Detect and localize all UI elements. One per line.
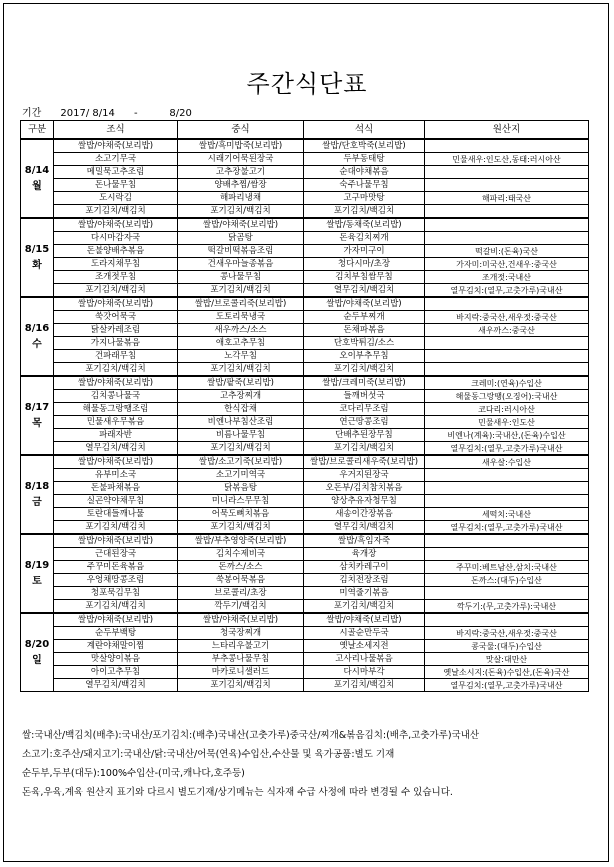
menu-row [21,482,589,495]
origin-cell [425,166,589,179]
period-sep: - [133,108,138,119]
menu-row [21,324,589,337]
dinner-cell: 고사리나물볶음 [304,653,425,666]
breakfast-cell: 포기김치/백김치 [54,205,178,219]
dinner-cell: 단배추된장무침 [304,429,425,442]
origin-cell: 민물새우:인도산 [425,416,589,429]
breakfast-cell: 쌀밥/야채죽(보리밥) [54,534,178,548]
lunch-cell: 깍두기/백김치 [178,600,304,614]
origin-cell: 해파리:태국산 [425,192,589,205]
menu-row [21,653,589,666]
dinner-cell: 포기김치/백김치 [304,205,425,219]
breakfast-cell: 포기김치/백김치 [54,521,178,535]
dinner-cell: 들깨버섯국 [304,390,425,403]
dinner-cell: 순대야채볶음 [304,166,425,179]
lunch-cell: 고추장찌개 [178,390,304,403]
breakfast-cell: 쌀밥/야채죽(보리밥) [54,613,178,627]
lunch-cell: 새우까스/소스 [178,324,304,337]
dinner-cell: 코다리무조림 [304,403,425,416]
menu-row [21,548,589,561]
lunch-cell: 포기김치/백김치 [178,284,304,298]
day-date: 8/15 [24,243,50,255]
dinner-cell: 육개장 [304,548,425,561]
origin-cell: 바지락:중국산,새우젓:중국산 [425,311,589,324]
menu-row [21,139,589,153]
day-date: 8/16 [24,322,50,334]
menu-row [21,521,589,535]
breakfast-cell: 우엉채땅콩조림 [54,574,178,587]
origin-cell [425,218,589,232]
menu-row [21,416,589,429]
dinner-cell: 돈채파볶음 [304,324,425,337]
menu-row [21,153,589,166]
dinner-cell: 숙주나물무침 [304,179,425,192]
menu-row [21,442,589,456]
menu-row [21,455,589,469]
menu-row [21,679,589,692]
origin-cell: 열무김치:(열무,고춧가루)국내산 [425,284,589,298]
lunch-cell: 애호고추무침 [178,337,304,350]
lunch-cell: 브로콜리/초장 [178,587,304,600]
dinner-cell: 가자미구이 [304,245,425,258]
origin-cell: 새우까스:중국산 [425,324,589,337]
lunch-cell: 비름나물무침 [178,429,304,442]
lunch-cell: 콩나물무침 [178,271,304,284]
breakfast-cell: 다시마감자국 [54,232,178,245]
day-date: 8/19 [24,559,50,571]
lunch-cell: 포기김치/백김치 [178,521,304,535]
notes [22,726,602,802]
lunch-cell: 부추콩나물무침 [178,653,304,666]
menu-row [21,666,589,679]
breakfast-cell: 쑥갓어묵국 [54,311,178,324]
lunch-cell: 쌀밥/흑미밥죽(보리밥) [178,139,304,153]
origin-cell: 주꾸미:베트남산,삼치:국내산 [425,561,589,574]
origin-cell [425,482,589,495]
menu-row [21,311,589,324]
lunch-cell: 노각무침 [178,350,304,363]
menu-row [21,350,589,363]
origin-cell [425,469,589,482]
origin-cell: 크레미:(연육)수입산 [425,376,589,390]
day-weekday: 수 [32,338,42,350]
period-start: 2017/ 8/14 [60,108,115,119]
note-line: 소고기:호주산/돼지고기:국내산/닭:국내산/어묵(연육)수입산,수산물 및 육가공품:별도 기재 [22,749,395,760]
lunch-cell: 느타리우불고기 [178,640,304,653]
dinner-cell: 양상추유자청무침 [304,495,425,508]
dinner-cell: 김치부침쌈무침 [304,271,425,284]
day-weekday: 목 [32,417,42,429]
lunch-cell: 미니라스무무침 [178,495,304,508]
menu-row [21,166,589,179]
origin-cell: 비엔나(계육):국내산,(돈육)수입산 [425,429,589,442]
menu-table [20,120,589,692]
breakfast-cell: 쌀밥/야채죽(보리밥) [54,218,178,232]
note-line: 순두부,두부(대두):100%수입산-(미국,캐나다,호주등) [22,768,245,779]
lunch-cell: 포기김치/백김치 [178,363,304,377]
origin-cell [425,205,589,219]
dinner-cell: 오돈부/김치참치볶음 [304,482,425,495]
lunch-cell: 시래기어묵된장국 [178,153,304,166]
menu-row [21,271,589,284]
dinner-cell: 옛날소세지전 [304,640,425,653]
lunch-cell: 도토리묵냉국 [178,311,304,324]
menu-row [21,205,589,219]
origin-cell: 조개젓:국내산 [425,271,589,284]
origin-cell: 열무김치:(열무,고춧가루)국내산 [425,442,589,456]
menu-row [21,495,589,508]
breakfast-cell: 근대된장국 [54,548,178,561]
day-weekday: 일 [32,654,42,666]
lunch-cell: 포기김치/백김치 [178,205,304,219]
breakfast-cell: 포기김치/백김치 [54,284,178,298]
lunch-cell: 소고기미역국 [178,469,304,482]
day-weekday: 화 [32,259,42,271]
dinner-cell: 포기김치/백김치 [304,600,425,614]
dinner-cell: 돈육김치찌개 [304,232,425,245]
breakfast-cell: 실곤약야채무침 [54,495,178,508]
breakfast-cell: 닭살카레조림 [54,324,178,337]
origin-cell [425,548,589,561]
breakfast-cell: 쌀밥/야채죽(보리밥) [54,376,178,390]
header-dinner: 석식 [304,121,425,140]
lunch-cell: 한식잡채 [178,403,304,416]
lunch-cell: 양배추찜/쌈장 [178,179,304,192]
dinner-cell: 쌀밥/야채죽(보리밥) [304,297,425,311]
breakfast-cell: 도라지채무침 [54,258,178,271]
origin-cell [425,495,589,508]
note-line: 쌀:국내산/백김치(배추):국내산/포기김치:(배추)국내산(고춧가루)중국산/찌개&볶음김치:(배추,고춧가루)국내산 [22,730,480,741]
day-date: 8/20 [24,638,50,650]
breakfast-cell: 가지나물볶음 [54,337,178,350]
header-origin: 원산지 [425,121,589,140]
lunch-cell: 떡갈비떡볶음조림 [178,245,304,258]
breakfast-cell: 포기김치/백김치 [54,600,178,614]
origin-cell: 열무김치:(열무,고춧가루)국내산 [425,521,589,535]
breakfast-cell: 순두부백탕 [54,627,178,640]
breakfast-cell: 파래자반 [54,429,178,442]
lunch-cell: 김치수제비국 [178,548,304,561]
breakfast-cell: 열무김치/백김치 [54,679,178,692]
menu-row [21,429,589,442]
origin-cell [425,613,589,627]
origin-cell: 돈까스:(대두)수입산 [425,574,589,587]
period-label: 기간 [22,108,42,119]
origin-cell: 떡갈비:(돈육)국산 [425,245,589,258]
menu-row [21,245,589,258]
day-weekday: 토 [32,575,42,587]
lunch-cell: 어묵도뼈치볶음 [178,508,304,521]
lunch-cell: 쑥봉어묵볶음 [178,574,304,587]
dinner-cell: 우거지된장국 [304,469,425,482]
header-breakfast: 조식 [54,121,178,140]
menu-row [21,390,589,403]
dinner-cell: 고구마맛탕 [304,192,425,205]
lunch-cell: 쌀밥/야채죽(보리밥) [178,613,304,627]
origin-cell: 열무김치:(열무,고춧가루)국내산 [425,679,589,692]
breakfast-cell: 맛살양이볶음 [54,653,178,666]
menu-row [21,337,589,350]
origin-cell: 맛살:대만산 [425,653,589,666]
day-cell [21,376,54,455]
origin-cell [425,337,589,350]
lunch-cell: 마카로니샐러드 [178,666,304,679]
breakfast-cell: 포기김치/백김치 [54,363,178,377]
menu-row [21,587,589,600]
day-cell [21,139,54,218]
menu-row [21,297,589,311]
breakfast-cell: 쌀밥/야채죽(보리밥) [54,297,178,311]
menu-row [21,258,589,271]
lunch-cell: 청국장찌개 [178,627,304,640]
menu-row [21,284,589,298]
header-day: 구분 [21,121,54,140]
day-cell [21,297,54,376]
lunch-cell: 쌀밥/팥죽(보리밥) [178,376,304,390]
breakfast-cell: 쌀밥/야채죽(보리밥) [54,455,178,469]
dinner-cell: 청다시마/초장 [304,258,425,271]
origin-cell: 새우살:수입산 [425,455,589,469]
breakfast-cell: 돈나물무침 [54,179,178,192]
lunch-cell: 건새우마늘종볶음 [178,258,304,271]
day-date: 8/17 [24,401,50,413]
dinner-cell: 포기김치/백김치 [304,679,425,692]
breakfast-cell: 메밀묵고추조림 [54,166,178,179]
lunch-cell: 포기김치/백김치 [178,442,304,456]
lunch-cell: 돈까스/소스 [178,561,304,574]
origin-cell: 해물동그랑땡(오징어):국내산 [425,390,589,403]
menu-row [21,232,589,245]
menu-row [21,218,589,232]
menu-row [21,534,589,548]
dinner-cell: 쌀밥/브로콜리새우죽(보리밥) [304,455,425,469]
menu-row [21,627,589,640]
breakfast-cell: 김치콩나물국 [54,390,178,403]
menu-row [21,403,589,416]
breakfast-cell: 조개젓무침 [54,271,178,284]
menu-row [21,179,589,192]
breakfast-cell: 열무김치/백김치 [54,442,178,456]
dinner-cell: 새송이간장볶음 [304,508,425,521]
dinner-cell: 순두부찌개 [304,311,425,324]
lunch-cell: 닭곰탕 [178,232,304,245]
menu-row [21,363,589,377]
origin-cell: 바지락:중국산,새우젓:중국산 [425,627,589,640]
breakfast-cell: 유부미소국 [54,469,178,482]
dinner-cell: 열무김치/백김치 [304,284,425,298]
origin-cell: 가자미:미국산,건새우:중국산 [425,258,589,271]
origin-cell [425,297,589,311]
lunch-cell: 쌀밥/부추영양죽(보리밥) [178,534,304,548]
origin-cell: 옛날소시지:(돈육)수입산,(돈육)국산 [425,666,589,679]
menu-row [21,613,589,627]
menu-row [21,574,589,587]
dinner-cell: 쌀밥/단호박죽(보리밥) [304,139,425,153]
day-cell [21,455,54,534]
lunch-cell: 쌀밥/소고기죽(보리밥) [178,455,304,469]
origin-cell [425,139,589,153]
dinner-cell: 포기김치/백김치 [304,363,425,377]
lunch-cell: 포기김치/백김치 [178,679,304,692]
origin-cell: 민물새우:인도산,동태:러시아산 [425,153,589,166]
day-date: 8/18 [24,480,50,492]
origin-cell [425,232,589,245]
breakfast-cell: 쌀밥/야채죽(보리밥) [54,139,178,153]
day-weekday: 월 [32,180,42,192]
page-title: 주간식단표 [246,70,368,98]
origin-cell [425,363,589,377]
menu-row [21,640,589,653]
menu-row [21,508,589,521]
dinner-cell: 쌀밥/흑임자죽 [304,534,425,548]
breakfast-cell: 민물새우무볶음 [54,416,178,429]
breakfast-cell: 청포묵김무침 [54,587,178,600]
lunch-cell: 비엔나부침산조림 [178,416,304,429]
dinner-cell: 포기김치/백김치 [304,442,425,456]
header-row [21,121,589,140]
dinner-cell: 두부동태탕 [304,153,425,166]
origin-cell: 깍두기:(무,고춧가루):국내산 [425,600,589,614]
breakfast-cell: 토란대들깨나물 [54,508,178,521]
note-line: 돈육,우육,계육 원산지 표기와 다르시 별도기재/상기메뉴는 식자재 수급 사정에 따라 변경될 수 있습니다. [22,787,453,798]
origin-cell: 세떡치:국내산 [425,508,589,521]
breakfast-cell: 소고기무국 [54,153,178,166]
breakfast-cell: 돈불파채볶음 [54,482,178,495]
period-line [22,104,192,119]
day-date: 8/14 [24,164,50,176]
origin-cell [425,534,589,548]
dinner-cell: 열무김치/백김치 [304,521,425,535]
period-end: 8/20 [169,108,192,119]
dinner-cell: 삼치카레구이 [304,561,425,574]
lunch-cell: 쌀밥/브로콜리죽(보리밥) [178,297,304,311]
breakfast-cell: 주꾸미돈육볶음 [54,561,178,574]
day-cell [21,613,54,692]
lunch-cell: 해파리냉채 [178,192,304,205]
origin-cell [425,587,589,600]
dinner-cell: 미역줄기볶음 [304,587,425,600]
dinner-cell: 쌀밥/야채죽(보리밥) [304,613,425,627]
menu-row [21,469,589,482]
breakfast-cell: 아이고추무침 [54,666,178,679]
dinner-cell: 단호박튀김/소스 [304,337,425,350]
lunch-cell: 닭볶음탕 [178,482,304,495]
origin-cell: 코다리:러시아산 [425,403,589,416]
menu-row [21,561,589,574]
header-lunch: 중식 [178,121,304,140]
origin-cell: 콩국물:(대두)수입산 [425,640,589,653]
menu-row [21,192,589,205]
day-cell [21,534,54,613]
breakfast-cell: 돈불양배추볶음 [54,245,178,258]
dinner-cell: 쌀밥/동채죽(보리밥) [304,218,425,232]
dinner-cell: 시골순만두국 [304,627,425,640]
day-cell [21,218,54,297]
dinner-cell: 쌀밥/크레미죽(보리밥) [304,376,425,390]
origin-cell [425,350,589,363]
lunch-cell: 고추장불고기 [178,166,304,179]
dinner-cell: 오이부추무침 [304,350,425,363]
breakfast-cell: 건파래무침 [54,350,178,363]
dinner-cell: 김치전장조림 [304,574,425,587]
day-weekday: 금 [32,496,42,508]
dinner-cell: 다시마부각 [304,666,425,679]
menu-row [21,600,589,614]
dinner-cell: 연근땅콩조림 [304,416,425,429]
origin-cell [425,179,589,192]
menu-row [21,376,589,390]
lunch-cell: 쌀밥/야채죽(보리밥) [178,218,304,232]
breakfast-cell: 해물동그랑땡조림 [54,403,178,416]
breakfast-cell: 계란야채말이찜 [54,640,178,653]
breakfast-cell: 도시락김 [54,192,178,205]
